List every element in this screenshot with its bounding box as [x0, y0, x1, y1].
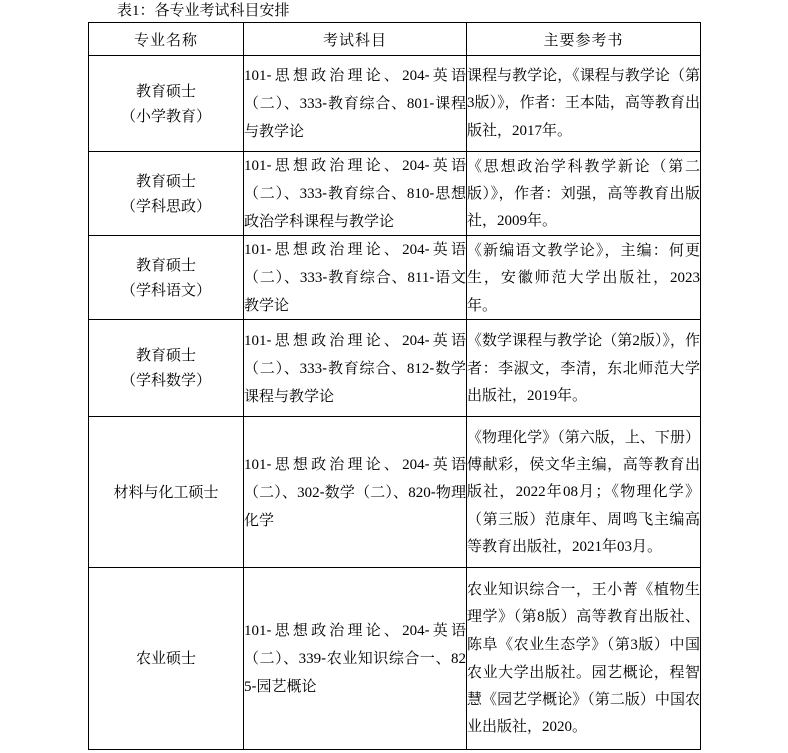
numeric-run: 204	[402, 242, 425, 258]
column-header-major: 专业名称	[89, 23, 244, 56]
major-field-line: （学科数学）	[120, 372, 211, 389]
numeric-run: 2022	[515, 483, 546, 500]
cell-books: 《物理化学》（第六版，上、下册）傅献彩，侯文华主编，高等教育出版社，2022年08月；《物理化学》（第三版）范康年、周鸣飞主编高等教育出版社，2021年03月。	[467, 417, 701, 568]
numeric-run: 810	[406, 186, 430, 202]
cell-major	[89, 56, 244, 152]
major-name-line: 教育硕士	[135, 256, 196, 274]
major-field-line: （小学教育）	[120, 107, 211, 125]
cell-major	[89, 236, 244, 320]
numeric-run: 801	[406, 96, 430, 112]
numeric-run: 2020	[542, 719, 573, 735]
numeric-run: 101	[244, 158, 267, 174]
numeric-run: 101	[244, 456, 267, 473]
numeric-run: 333	[299, 360, 323, 377]
cell-subjects: 101-思想政治理论、204-英语（二）、339-农业知识综合一、825-园艺概论	[244, 568, 467, 750]
numeric-run: 204	[402, 622, 425, 639]
table-row	[89, 320, 701, 417]
major-name-line: 教育硕士	[135, 347, 196, 364]
cell-subjects: 101-思想政治理论、204-英语（二）、302-数学（二）、820-物理化学	[244, 417, 467, 568]
cell-subjects: 101-思想政治理论、204-英语（二）、333-教育综合、812-数学课程与教学论	[244, 320, 467, 417]
column-header-subjects: 考试科目	[244, 23, 467, 56]
cell-major	[89, 320, 244, 417]
table-row	[89, 568, 701, 750]
cell-major	[89, 417, 244, 568]
numeric-run: 101	[244, 622, 267, 639]
exam-subjects-table-wrapper	[88, 22, 700, 750]
major-name-line: 材料与化工硕士	[113, 483, 219, 501]
numeric-run: 2021	[572, 538, 603, 555]
cell-major	[89, 568, 244, 750]
numeric-run: 333	[299, 270, 323, 286]
cell-books: 《新编语文教学论》，主编：何更生，安徽师范大学出版社，2023年。	[467, 236, 701, 320]
cell-books: 农业知识综合一，王小菁《植物生理学》（第8版）高等教育出版社、陈阜《农业生态学》（第3版）中国农业大学出版社。园艺概论，程智慧《园艺学概论》（第二版）中国农业出版社，2020。	[467, 568, 701, 750]
numeric-run: 811	[407, 270, 430, 286]
numeric-run: 8	[537, 609, 545, 625]
exam-subjects-table	[88, 22, 701, 750]
table-header-row	[89, 23, 701, 56]
table-row	[89, 152, 701, 236]
numeric-run: 101	[244, 242, 267, 258]
table-caption: 表1：各专业考试科目安排	[117, 2, 290, 19]
major-name-line: 农业硕士	[135, 650, 196, 667]
numeric-run: 825	[244, 650, 466, 695]
numeric-run: 812	[406, 360, 430, 377]
cell-subjects: 101-思想政治理论、204-英语（二）、333-教育综合、811-语文教学论	[244, 236, 467, 320]
numeric-run: 2023	[670, 269, 700, 286]
numeric-run: 204	[402, 332, 425, 349]
numeric-run: 302	[297, 484, 320, 501]
table-row	[89, 417, 701, 568]
cell-major	[89, 152, 244, 236]
numeric-run: 333	[299, 186, 323, 202]
numeric-run: 101	[244, 332, 267, 349]
numeric-run: 820	[408, 484, 431, 501]
cell-subjects: 101-思想政治理论、204-英语（二）、333-教育综合、810-思想政治学科课程与教学论	[244, 152, 467, 236]
numeric-run: 1	[132, 3, 140, 19]
numeric-run: 339	[298, 650, 322, 667]
cell-books: 课程与教学论，《课程与教学论（第3版）》，作者：王本陆，高等教育出版社，2017年。	[467, 56, 701, 152]
numeric-run: 3	[467, 95, 475, 111]
numeric-run: 2	[632, 332, 640, 349]
numeric-run: 2019	[527, 387, 558, 404]
numeric-run: 204	[402, 158, 425, 174]
numeric-run: 101	[244, 68, 267, 84]
numeric-run: 08	[562, 483, 578, 500]
major-field-line: （学科语文）	[120, 281, 211, 299]
major-name-line: 教育硕士	[135, 82, 196, 100]
cell-subjects: 101-思想政治理论、204-英语（二）、333-教育综合、801-课程与教学论	[244, 56, 467, 152]
numeric-run: 03	[617, 538, 633, 555]
table-row	[89, 56, 701, 152]
cell-books: 《思想政治学科教学新论（第二版）》，作者：刘强，高等教育出版社，2009年。	[467, 152, 701, 236]
major-name-line: 教育硕士	[135, 172, 196, 190]
numeric-run: 2009	[497, 212, 528, 229]
numeric-run: 204	[402, 68, 425, 84]
numeric-run: 3	[630, 637, 638, 653]
numeric-run: 333	[299, 96, 323, 112]
numeric-run: 204	[402, 456, 425, 473]
column-header-books: 主要参考书	[467, 23, 701, 56]
major-field-line: （学科思政）	[120, 197, 211, 215]
numeric-run: 2017	[512, 123, 543, 139]
cell-books: 《数学课程与教学论（第2版）》，作者：李淑文，李清，东北师范大学出版社，2019年。	[467, 320, 701, 417]
table-row	[89, 236, 701, 320]
